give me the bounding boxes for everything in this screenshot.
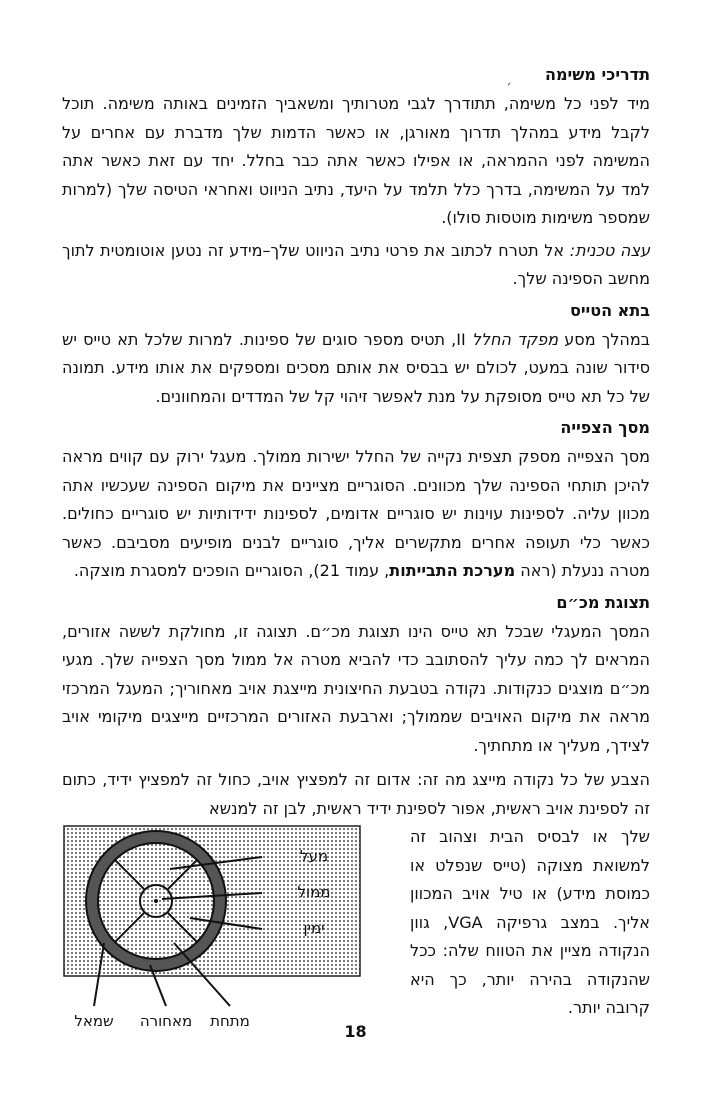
radar-figure-block xyxy=(62,823,650,1048)
label-top: מעל xyxy=(299,847,329,865)
paragraph-main: מסך הצפייה מספק תצפית נקייה של החלל ישירות ממולך. מעגל ירוק עם קווים מראה להיכן תותחי הספינה שלך מכוונים. הסוגריים מציינים את מיקום הספינה שעכשיו אתה מכוון עליה. לספינות עוינות יש סוגריים אדומים, לספינות ידידותיות יש סוגריים כחולים. כאשר כלי תעופה אחרים מתקשרים אליך, סוגריים לבנים מופיעים מסביבם. כאשר מטרה ננעלת (ראה xyxy=(62,447,650,580)
section-title: מסך הצפייה xyxy=(560,418,650,437)
paragraph: הצבע של כל נקודה מייצג מה זה: אדום זה למפציץ אויב, כחול זה למפציץ ידיד, כתום זה לספינת אויב ראשית, אפור לספינת ידיד ראשית, לבן זה למנשא xyxy=(62,770,650,818)
paragraph: המסך המעגלי שבכל תא טייס הינו תצוגת מכ״ם. תצוגה זו, מחולקת לששה אזורים, המראים לך כמה עליך להסתובב כדי להביא מטרה אל ממול מסך הצפייה שלך. מגעי מכ״ם מוצגים כנקודות. נקודה בטבעת החיצונית מייצגת אויב מאחוריך; המעגל המרכזי מראה את מיקום האויבים שממולך; וארבעת האזורים המרכזיים מייצגים מיקומי אויב לצידך, מעליך או מתחתיך. xyxy=(62,621,650,755)
paragraph xyxy=(62,326,650,412)
cross-reference: מערכת התבייתות xyxy=(389,561,516,580)
section-mission-briefings xyxy=(62,64,650,294)
section-radar-display xyxy=(62,592,650,1049)
figure-side-text: שלך או לבסיס הבית וצהוב זה למשואת מצוקה (טייס שנפלט או כמוסת מידע) או טיל אויב המכוון אליך. במצב גרפיקה VGA, גוון הנקודה מציין את הטווח שלה: ככל שהנקודה בהירה יותר, כך היא קרובה יותר. xyxy=(410,827,650,1017)
stray-mark: ˏ xyxy=(505,70,512,86)
paragraph-end: , עמוד 21), הסוגריים הופכים למסגרת מוצקה. xyxy=(73,561,390,580)
document-page xyxy=(62,64,650,1048)
section-cockpit xyxy=(62,300,650,412)
label-back: מאחורה xyxy=(139,1012,193,1030)
label-right: ימין xyxy=(303,919,325,937)
paragraph xyxy=(62,443,650,586)
paragraph: מיד לפני כל משימה, תתודרך לגבי מטרותיך ומשאביך הזמינים באותה משימה. תוכל לקבל מידע במהלך תדרוך מאורגן, או כאשר הדמות שלך מדברת עם אחרים על המשימה לפני ההמראה, או אפילו כאשר אתה כבר בחלל. יחד עם זאת כאשר אתה למד על המשימה, בדרך כלל תלמד על היעד, נתיב הניווט ואחראי הטיסה שלך (למרות שמספר משימות מוטסות סולו). xyxy=(62,94,650,227)
paragraph-prefix: במהלך מסע xyxy=(558,329,651,349)
tip-paragraph xyxy=(62,237,650,294)
tip-label: עצה טכנית: xyxy=(569,240,650,260)
game-title: מפקד החלל xyxy=(471,329,559,349)
radar-center-dot xyxy=(154,899,158,903)
paragraph-rest: II, תטיס מספר סוגים של ספינות. למרות שלכל תא טייס יש סידור שונה במעט, לכולם יש בבסיס את אותם מסכים ומספקים את אותו מידע. תמונה של כל תא טייס מסופקת על מנת לאפשר זיהוי קל של המדדים והמחוונים. xyxy=(62,329,650,406)
section-title: בתא הטייס xyxy=(569,300,650,320)
label-left: שמאל xyxy=(74,1012,114,1030)
section-view-screen xyxy=(62,417,650,586)
section-title: תצוגת מכ״ם xyxy=(556,592,650,612)
label-bottom: מתחת xyxy=(210,1012,250,1030)
radar-diagram xyxy=(62,823,372,1038)
page-number: 18 xyxy=(344,1022,367,1041)
section-title: תדריכי משימה xyxy=(544,65,650,84)
tip-text: אל תטרח לכתוב את פרטי נתיב הניווט שלך–מידע זה נטען אוטומטית לתוך מחשב הספינה שלך. xyxy=(62,240,650,288)
label-front: ממול xyxy=(297,883,331,901)
